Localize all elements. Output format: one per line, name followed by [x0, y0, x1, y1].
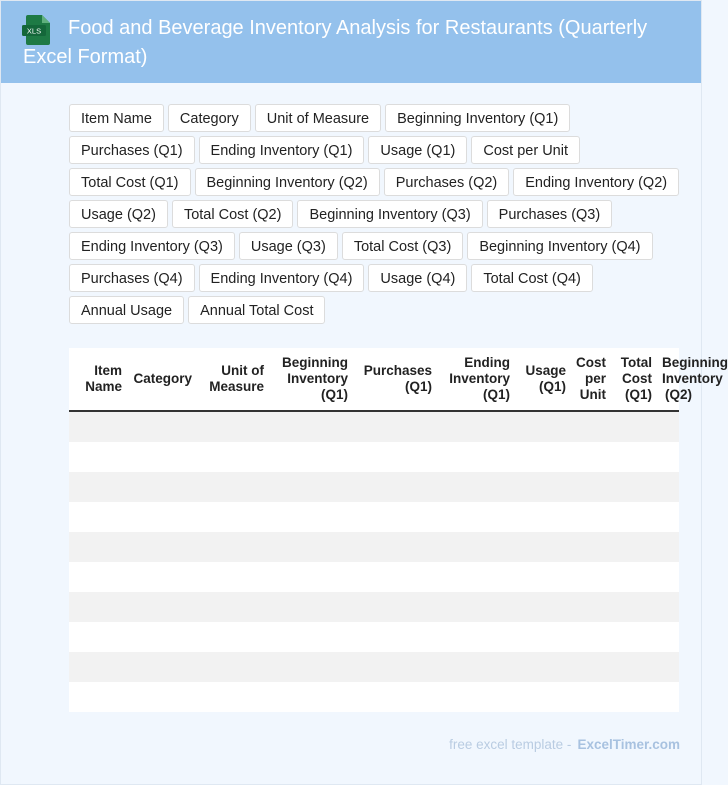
- table-row: [69, 682, 679, 712]
- inventory-table: [69, 348, 728, 711]
- field-list: [69, 104, 699, 328]
- table-row: [69, 472, 679, 502]
- column-header-line: (Q1): [405, 379, 432, 394]
- field-chip[interactable]: Usage (Q2): [69, 200, 168, 228]
- table-body: [69, 412, 679, 712]
- column-header-line: (Q2): [665, 387, 692, 402]
- column-header-line: Measure: [209, 379, 264, 394]
- field-chip[interactable]: Purchases (Q4): [69, 264, 195, 292]
- column-header-line: Cost: [622, 371, 652, 386]
- column-header-line: Beginning: [282, 355, 348, 370]
- field-chip[interactable]: Ending Inventory (Q1): [199, 136, 365, 164]
- field-chip[interactable]: Usage (Q3): [239, 232, 338, 260]
- field-chip[interactable]: Usage (Q4): [368, 264, 467, 292]
- column-header: [515, 363, 571, 395]
- column-header-line: Cost: [576, 355, 606, 370]
- table-row: [69, 502, 679, 532]
- column-header-line: Ending: [464, 355, 510, 370]
- column-header-line: Inventory: [449, 371, 510, 386]
- column-header-line: Inventory: [662, 371, 723, 386]
- column-header: [571, 355, 611, 403]
- column-header: [657, 355, 728, 403]
- column-header-line: (Q1): [321, 387, 348, 402]
- field-chip[interactable]: Total Cost (Q4): [471, 264, 593, 292]
- field-chip[interactable]: Annual Total Cost: [188, 296, 325, 324]
- field-chip[interactable]: Item Name: [69, 104, 164, 132]
- column-header-line: Inventory: [287, 371, 348, 386]
- svg-text:XLS: XLS: [26, 26, 42, 36]
- column-header-line: Total: [620, 355, 652, 370]
- column-header: [437, 355, 515, 403]
- header-banner: [1, 1, 701, 83]
- table-row: [69, 532, 679, 562]
- field-chip[interactable]: Beginning Inventory (Q4): [467, 232, 652, 260]
- field-chip[interactable]: Total Cost (Q3): [342, 232, 464, 260]
- column-header-line: Purchases: [363, 363, 432, 378]
- column-header-line: (Q1): [539, 379, 566, 394]
- column-header-line: Unit of: [221, 363, 264, 378]
- field-chip[interactable]: Purchases (Q1): [69, 136, 195, 164]
- column-header: [353, 363, 437, 395]
- column-header: [269, 355, 353, 403]
- table-row: [69, 442, 679, 472]
- column-header: [197, 363, 269, 395]
- field-chip[interactable]: Annual Usage: [69, 296, 184, 324]
- column-header-line: Unit: [579, 387, 606, 402]
- footer-text: free excel template -: [449, 737, 572, 752]
- column-header-line: (Q1): [483, 387, 510, 402]
- field-chip[interactable]: Ending Inventory (Q4): [199, 264, 365, 292]
- column-header-line: (Q1): [625, 387, 652, 402]
- column-header: [611, 355, 657, 403]
- field-chip[interactable]: Beginning Inventory (Q2): [195, 168, 380, 196]
- field-chip[interactable]: Unit of Measure: [255, 104, 381, 132]
- field-chip[interactable]: Category: [168, 104, 251, 132]
- footer-brand-link[interactable]: ExcelTimer.com: [577, 737, 680, 752]
- table-row: [69, 412, 679, 442]
- table-row: [69, 562, 679, 592]
- footer: [449, 737, 680, 752]
- field-chip[interactable]: Beginning Inventory (Q1): [385, 104, 570, 132]
- field-chip[interactable]: Purchases (Q2): [384, 168, 510, 196]
- column-header: [69, 363, 127, 395]
- column-header-line: Category: [133, 371, 192, 386]
- field-chip[interactable]: Ending Inventory (Q3): [69, 232, 235, 260]
- table-row: [69, 592, 679, 622]
- column-header: [127, 371, 197, 387]
- column-header-line: Usage: [525, 363, 566, 378]
- column-header-line: Name: [85, 379, 122, 394]
- table-row: [69, 622, 679, 652]
- field-chip[interactable]: Ending Inventory (Q2): [513, 168, 679, 196]
- page-title: Food and Beverage Inventory Analysis for Restaurants (Quarterly Excel Format): [23, 17, 648, 68]
- column-header-line: per: [584, 371, 606, 386]
- field-chip[interactable]: Purchases (Q3): [487, 200, 613, 228]
- field-chip[interactable]: Beginning Inventory (Q3): [297, 200, 482, 228]
- table-header: [69, 348, 728, 412]
- field-chip[interactable]: Cost per Unit: [471, 136, 580, 164]
- field-chip[interactable]: Total Cost (Q1): [69, 168, 191, 196]
- table-row: [69, 652, 679, 682]
- field-chip[interactable]: Total Cost (Q2): [172, 200, 294, 228]
- field-chip[interactable]: Usage (Q1): [368, 136, 467, 164]
- column-header-line: Item: [94, 363, 122, 378]
- column-header-line: Beginning: [662, 355, 728, 370]
